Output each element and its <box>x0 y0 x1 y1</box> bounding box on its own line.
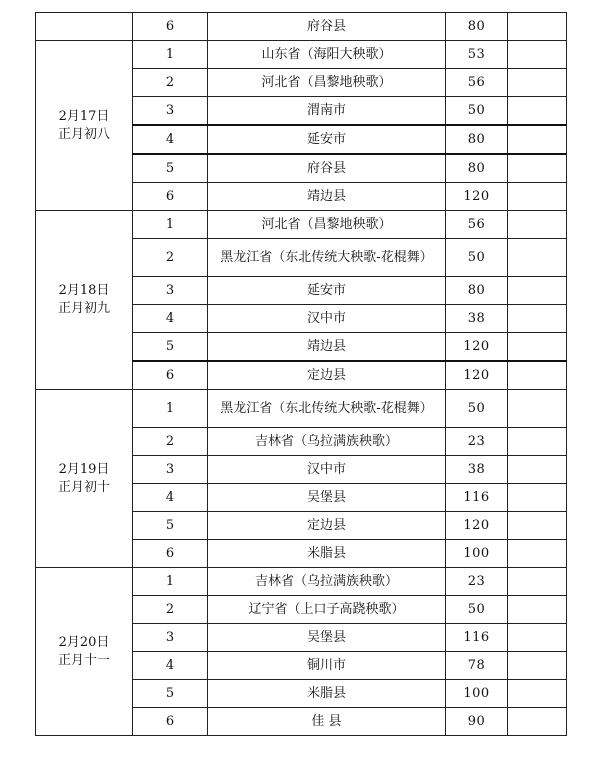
troupe-name: 米脂县 <box>208 680 446 708</box>
performer-count: 80 <box>446 277 508 305</box>
row-number: 4 <box>133 652 208 680</box>
lunar-date-label: 正月初十 <box>57 479 110 495</box>
note-cell <box>508 305 567 333</box>
row-number: 5 <box>133 680 208 708</box>
performer-count: 116 <box>446 624 508 652</box>
note-cell <box>508 484 567 512</box>
note-cell <box>508 428 567 456</box>
troupe-name: 延安市 <box>208 125 446 154</box>
performer-count: 50 <box>446 596 508 624</box>
troupe-name: 定边县 <box>208 361 446 390</box>
row-number: 6 <box>133 183 208 211</box>
troupe-name: 定边县 <box>208 512 446 540</box>
date-label: 2月20日 <box>58 634 110 650</box>
note-cell <box>508 652 567 680</box>
performer-count: 38 <box>446 456 508 484</box>
row-number: 2 <box>133 69 208 97</box>
note-cell <box>508 154 567 183</box>
note-cell <box>508 97 567 126</box>
troupe-name: 延安市 <box>208 277 446 305</box>
row-number: 5 <box>133 512 208 540</box>
performer-count: 120 <box>446 361 508 390</box>
note-cell <box>508 333 567 362</box>
table-row <box>36 390 567 428</box>
row-number: 2 <box>133 239 208 277</box>
performer-count: 120 <box>446 183 508 211</box>
troupe-name: 渭南市 <box>208 97 446 126</box>
troupe-name: 米脂县 <box>208 540 446 568</box>
lunar-date-label: 正月初八 <box>57 126 110 142</box>
troupe-name: 佳 县 <box>208 708 446 736</box>
note-cell <box>508 512 567 540</box>
troupe-name: 黑龙江省（东北传统大秧歌-花棍舞） <box>208 390 446 428</box>
date-label: 2月18日 <box>58 283 110 298</box>
row-number: 3 <box>133 624 208 652</box>
date-cell <box>36 390 133 568</box>
date-cell <box>36 41 133 211</box>
performer-count: 53 <box>446 41 508 69</box>
troupe-name: 山东省（海阳大秧歌） <box>208 41 446 69</box>
note-cell <box>508 211 567 239</box>
performer-count: 100 <box>446 540 508 568</box>
note-cell <box>508 540 567 568</box>
note-cell <box>508 361 567 390</box>
troupe-name: 靖边县 <box>208 333 446 362</box>
performer-count: 50 <box>446 97 508 126</box>
note-cell <box>508 708 567 736</box>
note-cell <box>508 277 567 305</box>
note-cell <box>508 41 567 69</box>
performer-count: 56 <box>446 211 508 239</box>
troupe-name: 河北省（昌黎地秧歌） <box>208 69 446 97</box>
note-cell <box>508 568 567 596</box>
row-number: 1 <box>133 390 208 428</box>
troupe-name: 吉林省（乌拉满族秧歌） <box>208 428 446 456</box>
row-number: 4 <box>133 125 208 154</box>
performer-count: 120 <box>446 512 508 540</box>
date-cell <box>36 568 133 736</box>
note-cell <box>508 596 567 624</box>
note-cell <box>508 13 567 41</box>
troupe-name: 河北省（昌黎地秧歌） <box>208 211 446 239</box>
performer-count: 120 <box>446 333 508 362</box>
row-number: 2 <box>133 596 208 624</box>
performer-count: 50 <box>446 239 508 277</box>
table-row <box>36 41 567 69</box>
troupe-name: 府谷县 <box>208 154 446 183</box>
row-number: 5 <box>133 154 208 183</box>
note-cell <box>508 680 567 708</box>
table-row <box>36 13 567 41</box>
performer-count: 100 <box>446 680 508 708</box>
note-cell <box>508 456 567 484</box>
troupe-name: 辽宁省（上口子高跷秧歌） <box>208 596 446 624</box>
troupe-name: 铜川市 <box>208 652 446 680</box>
note-cell <box>508 624 567 652</box>
row-number: 1 <box>133 41 208 69</box>
note-cell <box>508 239 567 277</box>
note-cell <box>508 125 567 154</box>
table-row <box>36 211 567 239</box>
row-number: 3 <box>133 277 208 305</box>
table-row <box>36 568 567 596</box>
row-number: 6 <box>133 540 208 568</box>
performer-count: 23 <box>446 568 508 596</box>
lunar-date-label: 正月十一 <box>57 652 110 668</box>
note-cell <box>508 183 567 211</box>
row-number: 6 <box>133 361 208 390</box>
note-cell <box>508 390 567 428</box>
performer-count: 56 <box>446 69 508 97</box>
date-cell <box>36 13 133 41</box>
lunar-date-label: 正月初九 <box>57 301 110 316</box>
schedule-table <box>35 12 567 736</box>
performer-count: 23 <box>446 428 508 456</box>
troupe-name: 府谷县 <box>208 13 446 41</box>
row-number: 6 <box>133 708 208 736</box>
performer-count: 38 <box>446 305 508 333</box>
troupe-name: 吉林省（乌拉满族秧歌） <box>208 568 446 596</box>
performer-count: 80 <box>446 154 508 183</box>
troupe-name: 靖边县 <box>208 183 446 211</box>
troupe-name: 汉中市 <box>208 305 446 333</box>
troupe-name: 吴堡县 <box>208 624 446 652</box>
row-number: 5 <box>133 333 208 362</box>
troupe-name: 吴堡县 <box>208 484 446 512</box>
row-number: 3 <box>133 456 208 484</box>
row-number: 4 <box>133 305 208 333</box>
note-cell <box>508 69 567 97</box>
date-label: 2月19日 <box>58 461 110 477</box>
performer-count: 80 <box>446 125 508 154</box>
troupe-name: 汉中市 <box>208 456 446 484</box>
performer-count: 50 <box>446 390 508 428</box>
row-number: 1 <box>133 211 208 239</box>
performer-count: 116 <box>446 484 508 512</box>
date-cell <box>36 211 133 390</box>
row-number: 1 <box>133 568 208 596</box>
row-number: 3 <box>133 97 208 126</box>
performer-count: 80 <box>446 13 508 41</box>
row-number: 6 <box>133 13 208 41</box>
performer-count: 90 <box>446 708 508 736</box>
row-number: 4 <box>133 484 208 512</box>
troupe-name: 黑龙江省（东北传统大秧歌-花棍舞） <box>208 239 446 277</box>
row-number: 2 <box>133 428 208 456</box>
performer-count: 78 <box>446 652 508 680</box>
date-label: 2月17日 <box>58 108 110 124</box>
